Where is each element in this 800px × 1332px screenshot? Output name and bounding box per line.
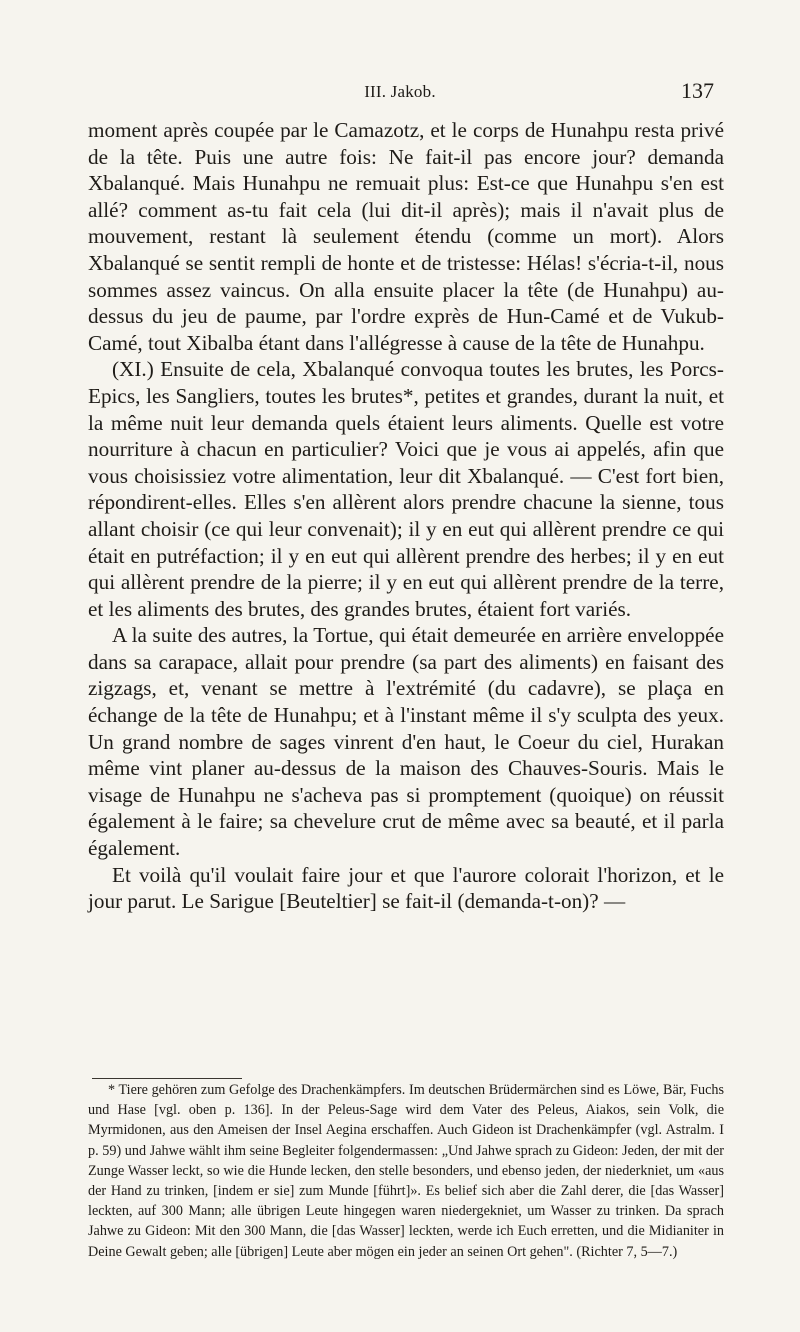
paragraph-4: Et voilà qu'il voulait faire jour et que l'aurore colorait l'horizon, et le jour parut. Le Sarigue [Beuteltier] se fait-il (demanda-t-on)? — <box>88 862 724 914</box>
footnote <box>88 1080 724 1262</box>
paragraph-2: (XI.) Ensuite de cela, Xbalanqué convoqua toutes les brutes, les Porcs-Epics, les Sangliers, toutes les brutes*, petites et grandes, durant la nuit, et la même nuit leur demanda quels étaient leurs aliments. Quelle est votre nourriture à chacun en particulier? Voici que je vous ai appelés, afin que vous choisissiez votre alimentation, leur dit Xbalanqué. — C'est fort bien, répondirent-elles. Elles s'en allèrent alors prendre chacune la sienne, tous allant choisir (ce qui leur convenait); il y en eut qui allèrent prendre ce qui était en putréfaction; il y en eut qui allèrent prendre des herbes; il y en eut qui allèrent prendre de la pierre; il y en eut qui allèrent prendre de la terre, et les aliments des brutes, des grandes brutes, étaient fort variés. <box>88 357 724 621</box>
paragraph-1: moment après coupée par le Camazotz, et le corps de Hunahpu resta privé de la tête. Puis une autre fois: Ne fait-il pas encore jour? demanda Xbalanqué. Mais Hunahpu ne remuait plus: Est-ce que Hunahpu s'en est allé? comment as-tu fait cela (lui dit-il après); mais il n'avait plus de mouvement, restant là seulement étendu (comme un mort). Alors Xbalanqué se sentit rempli de honte et de tristesse: Hélas! s'écria-t-il, nous sommes assez vaincus. On alla ensuite placer la tête (de Hunahpu) au-dessus du jeu de paume, par l'ordre exprès de Hun-Camé et de Vukub-Camé, tout Xibalba étant dans l'allégresse à cause de la tête de Hunahpu. <box>88 118 724 355</box>
running-head: III. Jakob. <box>364 82 436 101</box>
footnote-text: * Tiere gehören zum Gefolge des Drachenkämpfers. Im deutschen Brüdermärchen sind es Löwe, Bär, Fuchs und Hase [vgl. oben p. 136]. In der Peleus-Sage wird dem Vater des Peleus, Aiakos, sein Volk, die Myrmidonen, aus den Ameisen der Insel Aegina erschaffen. Auch Gideon ist Drachenkämpfer (vgl. Astralm. I p. 59) und Jahwe wählt ihm seine Begleiter folgendermassen: „Und Jahwe sprach zu Gideon: Jeden, der mit der Zunge Wasser leckt, so wie die Hunde lecken, den stelle besonders, und ebenso jeden, der niederkniet, um «aus der Hand zu trinken, [indem er sie] zum Munde [führt]». Es belief sich aber die Zahl derer, die [das Wasser] leckten, auf 300 Mann; alle übrigen Leute hingegen waren niedergekniet, um Wasser zu trinken. Da sprach Jahwe zu Gideon: Mit den 300 Mann, die [das Wasser] leckten, werde ich Euch erretten, und die Midianiter in Deine Gewalt geben; alle [übrigen] Leute aber mögen ein jeder an seinen Ort gehen". (Richter 7, 5—7.) <box>88 1082 724 1260</box>
page-header <box>0 78 800 108</box>
main-text <box>88 117 724 915</box>
paragraph-3: A la suite des autres, la Tortue, qui était demeurée en arrière enveloppée dans sa carapace, allait pour prendre (sa part des aliments) en faisant des zigzags, et, venant se mettre à l'extrémité (du cadavre), se plaça en échange de la tête de Hunahpu; et à l'instant même il s'y sculpta des yeux. Un grand nombre de sages vinrent d'en haut, le Coeur du ciel, Hurakan même vint planer au-dessus de la maison des Chauves-Souris. Mais le visage de Hunahpu ne s'acheva pas si promptement (quoique) on réussit également à le faire; sa chevelure crut de même avec sa beauté, et il parla également. <box>88 623 724 861</box>
footnote-divider <box>92 1078 242 1079</box>
page-number: 137 <box>681 78 714 103</box>
